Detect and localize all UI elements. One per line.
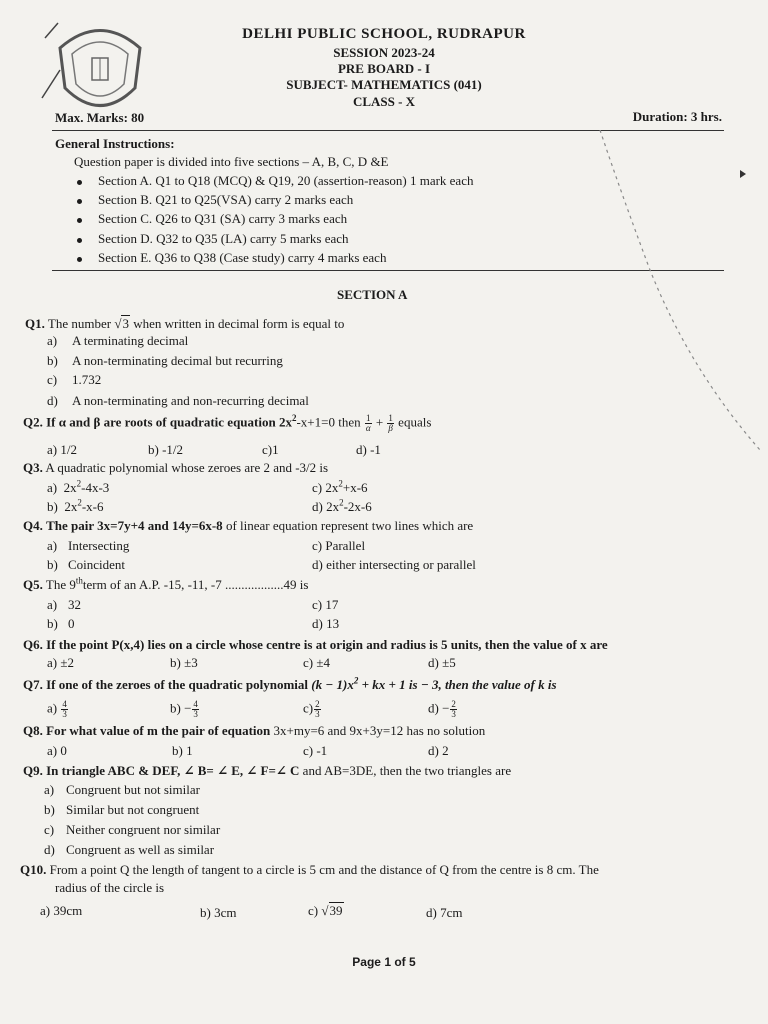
question-6: Q6. If the point P(x,4) lies on a circle whose centre is at origin and radius is 5 units, then the value of x are bbox=[23, 637, 608, 652]
option: a) ±2 bbox=[47, 655, 74, 670]
bullet-icon bbox=[77, 257, 82, 262]
option: d) -1 bbox=[356, 442, 381, 457]
option-text: Congruent but not similar bbox=[66, 782, 200, 797]
option-text: Congruent as well as similar bbox=[66, 842, 215, 857]
option-label: b) bbox=[47, 557, 58, 572]
instruction-item: Section D. Q32 to Q35 (LA) carry 5 marks each bbox=[98, 231, 349, 246]
section-title: SECTION A bbox=[337, 287, 408, 302]
option: b) 3cm bbox=[200, 905, 237, 920]
instruction-item: Section B. Q21 to Q25(VSA) carry 2 marks each bbox=[98, 192, 354, 207]
option: b) − $\frac{4}{3}$ bbox=[170, 699, 198, 719]
question-3: Q3. A quadratic polynomial whose zeroes are 2 and -3/2 is bbox=[23, 460, 329, 475]
option: a) 1/2 bbox=[47, 442, 77, 457]
option: d) 7cm bbox=[426, 905, 463, 920]
option-text: 1.732 bbox=[72, 372, 102, 387]
question-7: Q7. If one of the zeroes of the quadratic polynomial $(k - 1)x^2$ + kx + 1 is − 3, then the value of k is bbox=[23, 675, 557, 692]
option: c) $2x^2+x-6$ bbox=[312, 478, 368, 495]
instructions-intro: Question paper is divided into five sections – A, B, C, D &E bbox=[74, 154, 389, 169]
scan-artifact bbox=[580, 130, 768, 460]
instruction-item: Section C. Q26 to Q31 (SA) carry 3 marks each bbox=[98, 211, 348, 226]
option: c) -1 bbox=[303, 743, 328, 758]
option: b) -1/2 bbox=[148, 442, 184, 457]
option: b) ±3 bbox=[170, 655, 198, 670]
bullet-icon bbox=[77, 238, 82, 243]
fraction: $\frac{2}{3}$ bbox=[315, 699, 320, 719]
option-label: b) bbox=[47, 353, 58, 368]
option: d) $2x^2-2x-6$ bbox=[312, 497, 372, 514]
question-5: Q5. The 9thterm of an A.P. -15, -11, -7 ..................49 is bbox=[23, 575, 309, 592]
question-4: Q4. The pair 3x=7y+4 and 14y=6x-8 of linear equation represent two lines which are bbox=[23, 518, 474, 533]
option-label: c) bbox=[44, 822, 55, 837]
option: c) 17 bbox=[312, 597, 339, 612]
option: a) 39cm bbox=[40, 903, 83, 918]
fraction: $\frac{4}{3}$ bbox=[193, 699, 198, 719]
option: c) ±4 bbox=[303, 655, 330, 670]
option: a) $2x^2-4x-3$ bbox=[47, 478, 110, 495]
fraction: $\frac{1}{\beta}$ bbox=[388, 413, 393, 433]
question-10-line2: radius of the circle is bbox=[55, 880, 165, 895]
option: a) 0 bbox=[47, 743, 67, 758]
option: d) ±5 bbox=[428, 655, 456, 670]
bullet-icon bbox=[77, 180, 82, 185]
school-name: DELHI PUBLIC SCHOOL, RUDRAPUR bbox=[242, 26, 526, 42]
option: d) either intersecting or parallel bbox=[312, 557, 476, 572]
option: c) $\frac{2}{3}$ bbox=[303, 699, 320, 719]
option-label: b) bbox=[47, 616, 58, 631]
option-text: Similar but not congruent bbox=[66, 802, 200, 817]
session: SESSION 2023-24 bbox=[333, 45, 435, 60]
instruction-item: Section E. Q36 to Q38 (Case study) carry 4 marks each bbox=[98, 250, 387, 265]
option-text: 32 bbox=[68, 597, 81, 612]
sqrt-symbol: √3 bbox=[114, 316, 129, 331]
bullet-icon bbox=[77, 218, 82, 223]
option: c) Parallel bbox=[312, 538, 366, 553]
option-text: Intersecting bbox=[68, 538, 130, 553]
max-marks: Max. Marks: 80 bbox=[55, 110, 145, 125]
option-label: a) bbox=[47, 538, 58, 553]
option-text: 0 bbox=[68, 616, 75, 631]
subject: SUBJECT- MATHEMATICS (041) bbox=[286, 77, 482, 92]
option-text: A non-terminating decimal but recurring bbox=[72, 353, 283, 368]
question-10: Q10. From a point Q the length of tangent to a circle is 5 cm and the distance of Q from the centre is 8 cm. The bbox=[20, 862, 599, 877]
option-label: a) bbox=[47, 333, 58, 348]
option: d) 2 bbox=[428, 743, 449, 758]
option-text: Neither congruent nor similar bbox=[66, 822, 221, 837]
option-text: A non-terminating and non-recurring decimal bbox=[72, 393, 309, 408]
question-8: Q8. For what value of m the pair of equation 3x+my=6 and 9x+3y=12 has no solution bbox=[23, 723, 486, 738]
page-footer: Page 1 of 5 bbox=[352, 955, 416, 969]
question-2: Q2. If α and β are roots of quadratic equation $2x^2-x+1=0$ then $\frac{1}{\alpha}$ + $\frac{1}{\beta}$ equals bbox=[23, 413, 432, 433]
option-text: Coincident bbox=[68, 557, 126, 572]
class-label: CLASS - X bbox=[352, 94, 416, 109]
sqrt-symbol: √39 bbox=[321, 903, 343, 918]
instructions-title: General Instructions: bbox=[55, 136, 175, 151]
fraction: $\frac{2}{3}$ bbox=[451, 699, 456, 719]
option: d) 13 bbox=[312, 616, 340, 631]
fraction: $\frac{4}{3}$ bbox=[62, 699, 67, 719]
option: d) − $\frac{2}{3}$ bbox=[428, 699, 456, 719]
option-label: d) bbox=[47, 393, 58, 408]
question-1: Q1. The number √3 when written in decimal form is equal to bbox=[25, 316, 345, 331]
fraction: $\frac{1}{\alpha}$ bbox=[365, 413, 371, 433]
option-label: c) bbox=[47, 372, 58, 387]
question-9: Q9. In triangle ABC & DEF, ∠ B= ∠ E, ∠ F=∠ C and AB=3DE, then the two triangles are bbox=[23, 763, 512, 778]
option-text: A terminating decimal bbox=[72, 333, 189, 348]
option: c)1 bbox=[262, 442, 279, 457]
instruction-item: Section A. Q1 to Q18 (MCQ) & Q19, 20 (assertion-reason) 1 mark each bbox=[98, 173, 474, 188]
option: b) 1 bbox=[172, 743, 193, 758]
bullet-icon bbox=[77, 199, 82, 204]
duration: Duration: 3 hrs. bbox=[632, 109, 722, 124]
option-label: a) bbox=[44, 782, 55, 797]
option-label: b) bbox=[44, 802, 55, 817]
option: c) √39 bbox=[308, 903, 343, 918]
option-label: d) bbox=[44, 842, 55, 857]
option: a) $\frac{4}{3}$ bbox=[47, 699, 67, 719]
exam-name: PRE BOARD - I bbox=[337, 61, 431, 76]
option-label: a) bbox=[47, 597, 58, 612]
option: b) $2x^2-x-6$ bbox=[47, 497, 104, 514]
